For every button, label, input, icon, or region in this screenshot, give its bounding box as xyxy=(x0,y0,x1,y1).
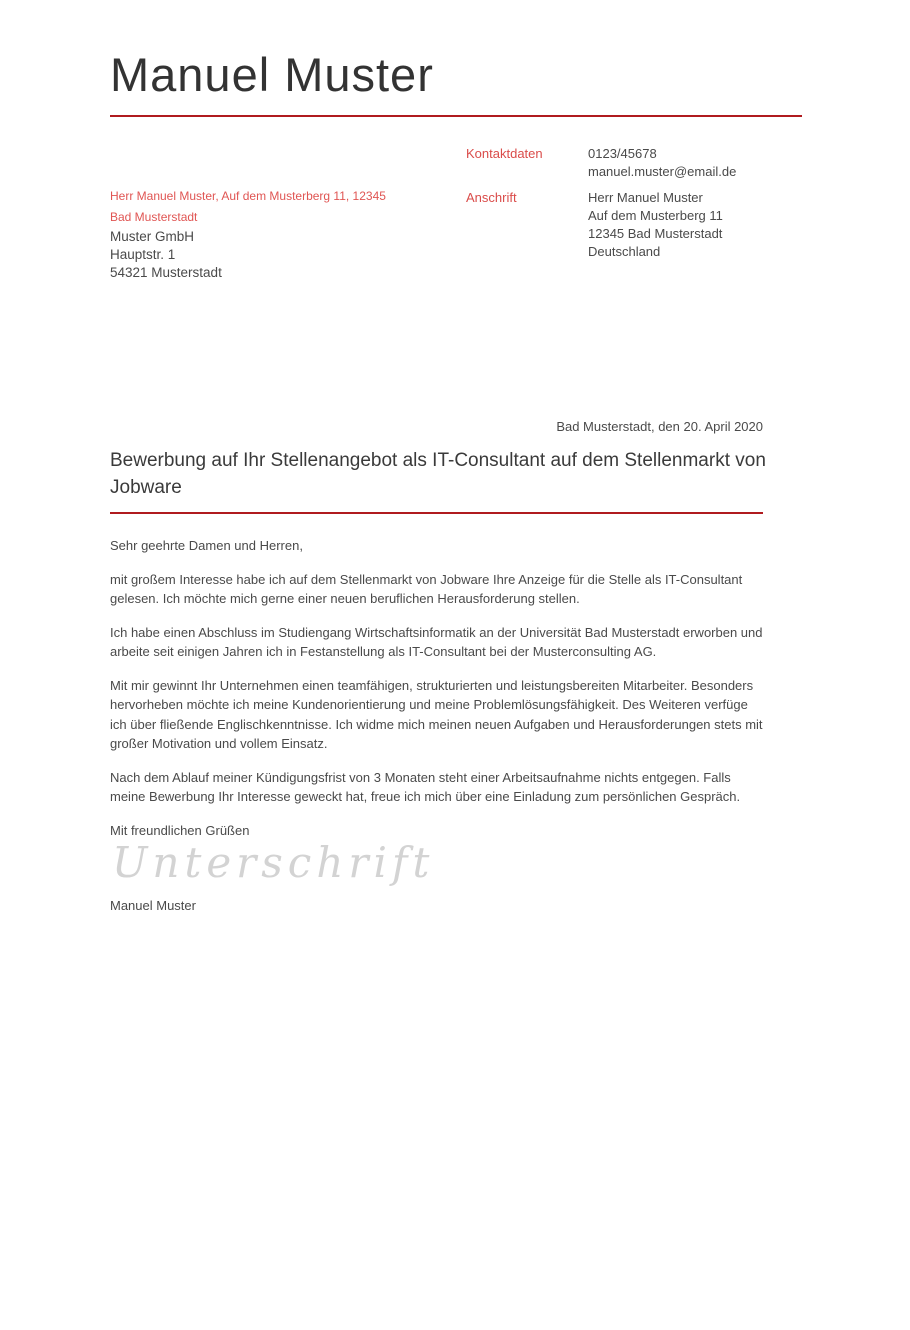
address-values xyxy=(588,189,723,261)
body-paragraph: Ich habe einen Abschluss im Studiengang Wirtschaftsinformatik an der Universität Bad Musterstadt erworben und arbeite seit einigen Jahren ich in Festanstellung als IT-Consultant bei der Musterconsulting AG. xyxy=(110,624,763,659)
recipient-company: Muster GmbH xyxy=(110,229,195,244)
body-paragraph: mit großem Interesse habe ich auf dem Stellenmarkt von Jobware Ihre Anzeige für die Stelle als IT-Consultant gelesen. Ich möchte mich gerne einer neuen beruflichen Herausforderung stellen. xyxy=(110,571,743,606)
date-line: Bad Musterstadt, den 20. April 2020 xyxy=(556,419,763,434)
recipient-street: Hauptstr. 1 xyxy=(110,247,176,262)
letter-body xyxy=(110,536,765,854)
header-divider xyxy=(110,115,802,117)
recipient-address xyxy=(110,228,222,282)
page-title: Manuel Muster xyxy=(110,48,434,101)
sender-return-address: Herr Manuel Muster, Auf dem Musterberg 11, 12345 Bad Musterstadt xyxy=(110,189,386,224)
email-value: manuel.muster@email.de xyxy=(588,164,737,179)
closing: Mit freundlichen Grüßen xyxy=(110,822,250,838)
address-line: Auf dem Musterberg 11 xyxy=(588,208,723,223)
body-paragraph: Nach dem Ablauf meiner Kündigungsfrist von 3 Monaten steht einer Arbeitsaufnahme nichts entgegen. Falls meine Bewerbung Ihr Interesse geweckt hat, freue ich mich über eine Einladung zum persönlichen Gespräch. xyxy=(110,769,741,804)
recipient-city: 54321 Musterstadt xyxy=(110,265,222,280)
address-line: Herr Manuel Muster xyxy=(588,190,703,205)
address-line: Deutschland xyxy=(588,244,661,259)
handwritten-signature: Unterschrift xyxy=(112,838,435,887)
contact-values xyxy=(588,145,736,181)
contact-label: Kontaktdaten xyxy=(466,146,543,161)
subject-divider xyxy=(110,512,763,514)
address-line: 12345 Bad Musterstadt xyxy=(588,226,723,241)
salutation: Sehr geehrte Damen und Herren, xyxy=(110,538,303,553)
subject-heading: Bewerbung auf Ihr Stellenangebot als IT-Consultant auf dem Stellenmarkt von Jobware xyxy=(110,450,766,498)
signature-name: Manuel Muster xyxy=(110,898,196,913)
phone-value: 0123/45678 xyxy=(588,146,657,161)
body-paragraph: Mit mir gewinnt Ihr Unternehmen einen teamfähigen, strukturierten und leistungsbereiten Mitarbeiter. Besonders hervorheben möchte ich meine Kundenorientierung und meine Problemlösungsfähigkeit. Des Weiteren verfüge ich über fließende Englischkenntnisse. Ich widme mich meinen neuen Aufgaben und Herausforderungen stets mit großer Motivation und vollem Einsatz. xyxy=(110,677,763,751)
address-label: Anschrift xyxy=(466,190,517,205)
